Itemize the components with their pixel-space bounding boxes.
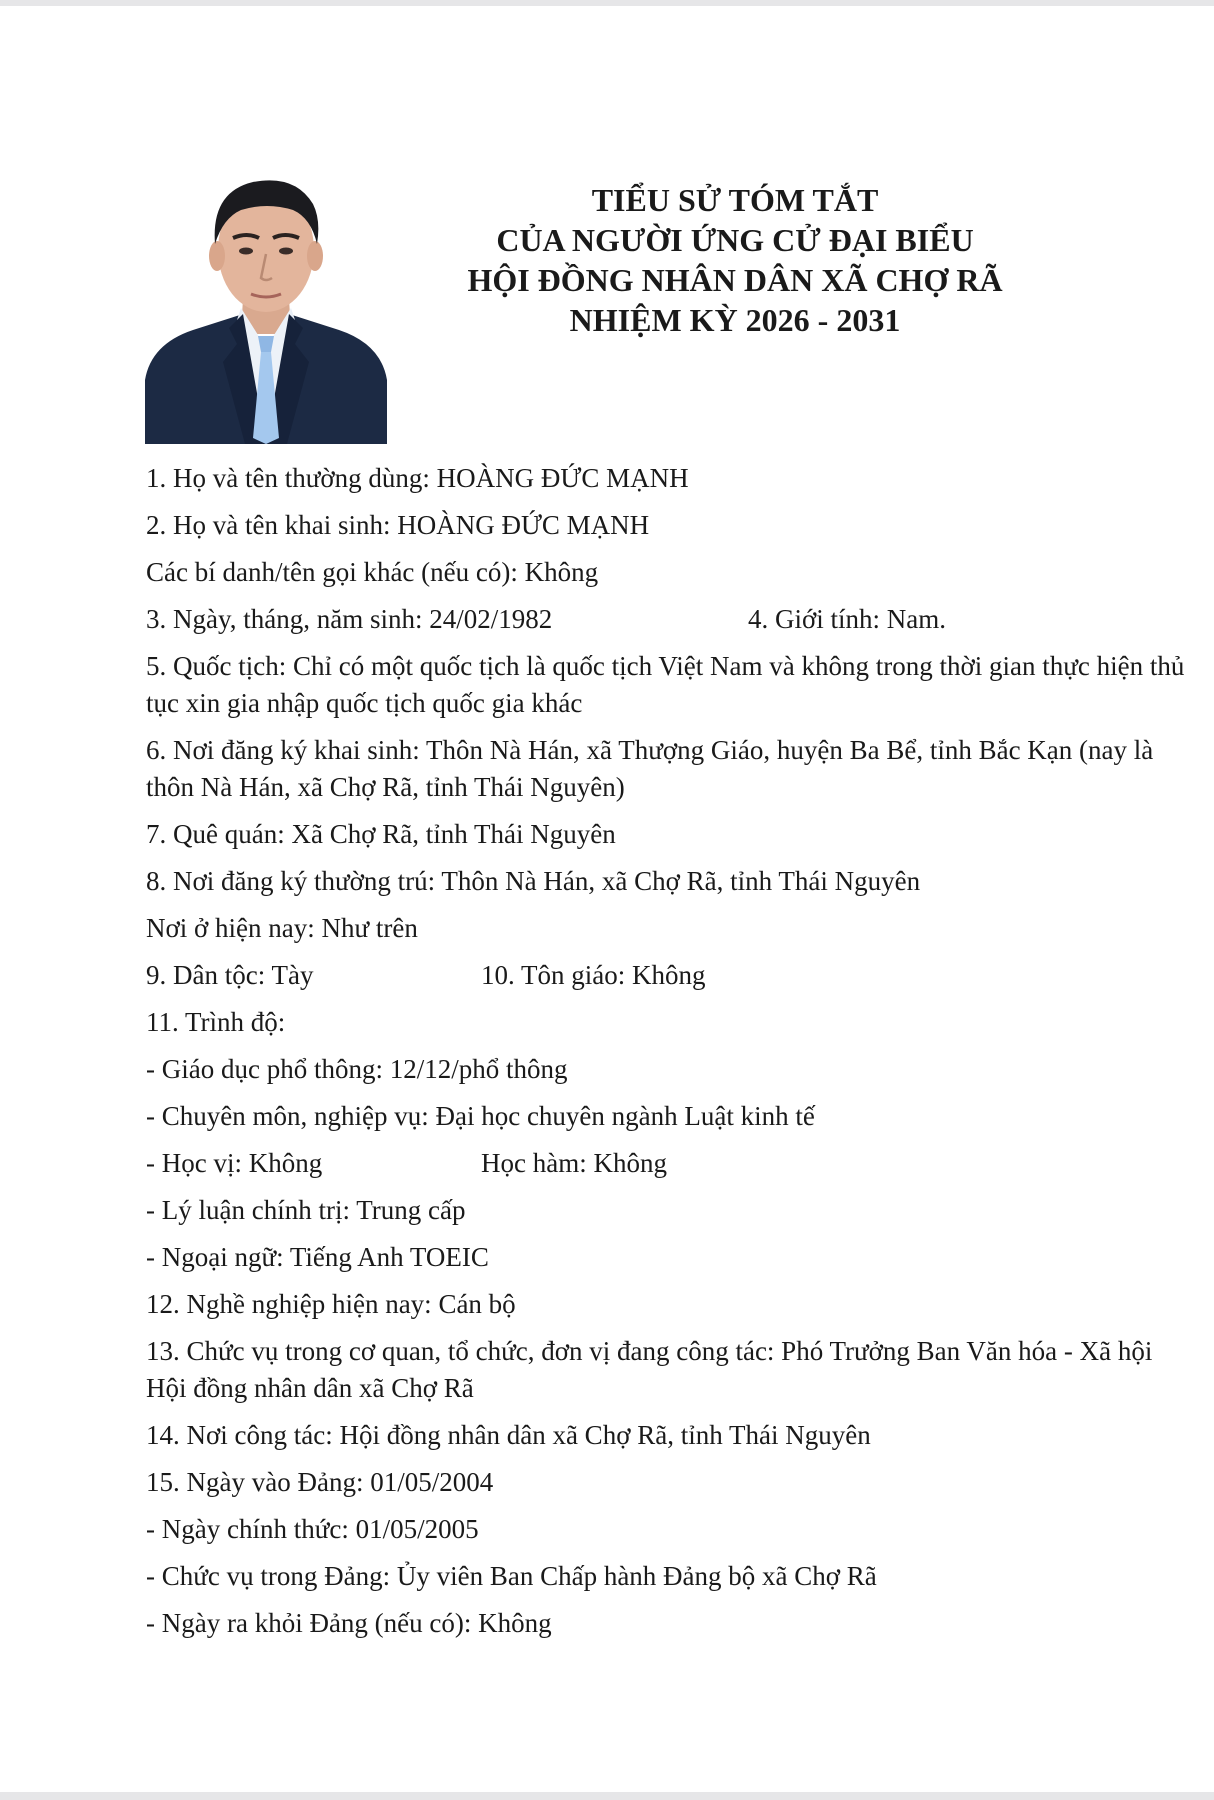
document-title (380, 180, 1090, 340)
candidate-portrait-photo (145, 148, 387, 444)
field-birthdate: 3. Ngày, tháng, năm sinh: 24/02/1982 (146, 604, 553, 634)
field-row-ethnicity-religion (146, 957, 1186, 994)
field-general-education: - Giáo dục phổ thông: 12/12/phổ thông (146, 1054, 568, 1084)
field-birth-name: 2. Họ và tên khai sinh: HOÀNG ĐỨC MẠNH (146, 510, 650, 540)
field-party-leave-date: - Ngày ra khỏi Đảng (nếu có): Không (146, 1608, 552, 1638)
field-nationality: 5. Quốc tịch: Chỉ có một quốc tịch là quốc tịch Việt Nam và không trong thời gian thực hiện thủ tục xin gia nhập quốc tịch quốc gia khác (146, 651, 1185, 718)
field-religion: 10. Tôn giáo: Không (481, 960, 706, 990)
field-foreign-language: - Ngoại ngữ: Tiếng Anh TOEIC (146, 1242, 489, 1272)
field-occupation: 12. Nghề nghiệp hiện nay: Cán bộ (146, 1289, 516, 1319)
biography-content (146, 460, 1186, 1652)
field-permanent-residence: 8. Nơi đăng ký thường trú: Thôn Nà Hán, xã Chợ Rã, tỉnh Thái Nguyên (146, 866, 921, 896)
field-ethnicity: 9. Dân tộc: Tày (146, 960, 314, 990)
field-education-heading: 11. Trình độ: (146, 1007, 286, 1037)
document-page (0, 6, 1214, 1792)
field-current-residence: Nơi ở hiện nay: Như trên (146, 913, 418, 943)
field-position: 13. Chức vụ trong cơ quan, tổ chức, đơn vị đang công tác: Phó Trưởng Ban Văn hóa - Xã hội Hội đồng nhân dân xã Chợ Rã (146, 1336, 1153, 1403)
field-academic-degree: - Học vị: Không (146, 1148, 323, 1178)
title-line-1: TIỂU SỬ TÓM TẮT (591, 182, 879, 218)
title-line-2: CỦA NGƯỜI ỨNG CỬ ĐẠI BIỂU (496, 222, 974, 258)
field-party-position: - Chức vụ trong Đảng: Ủy viên Ban Chấp hành Đảng bộ xã Chợ Rã (146, 1561, 877, 1591)
field-birth-registration: 6. Nơi đăng ký khai sinh: Thôn Nà Hán, xã Thượng Giáo, huyện Ba Bể, tỉnh Bắc Kạn (nay là thôn Nà Hán, xã Chợ Rã, tỉnh Thái Nguyên) (146, 735, 1154, 802)
field-party-join-date: 15. Ngày vào Đảng: 01/05/2004 (146, 1467, 494, 1497)
field-hometown: 7. Quê quán: Xã Chợ Rã, tỉnh Thái Nguyên (146, 819, 616, 849)
field-row-degree-title (146, 1145, 1186, 1182)
field-party-official-date: - Ngày chính thức: 01/05/2005 (146, 1514, 479, 1544)
field-workplace: 14. Nơi công tác: Hội đồng nhân dân xã Chợ Rã, tỉnh Thái Nguyên (146, 1420, 871, 1450)
title-line-4: NHIỆM KỲ 2026 - 2031 (569, 302, 901, 338)
field-aliases: Các bí danh/tên gọi khác (nếu có): Không (146, 557, 599, 587)
field-row-birthdate-gender (146, 601, 1186, 638)
field-academic-title: Học hàm: Không (481, 1148, 667, 1178)
portrait-illustration (145, 148, 387, 444)
field-common-name: 1. Họ và tên thường dùng: HOÀNG ĐỨC MẠNH (146, 463, 689, 493)
field-political-theory: - Lý luận chính trị: Trung cấp (146, 1195, 466, 1225)
title-line-3: HỘI ĐỒNG NHÂN DÂN XÃ CHỢ RÃ (467, 262, 1003, 298)
field-gender: 4. Giới tính: Nam. (748, 604, 947, 634)
field-professional-qualification: - Chuyên môn, nghiệp vụ: Đại học chuyên ngành Luật kinh tế (146, 1101, 815, 1131)
